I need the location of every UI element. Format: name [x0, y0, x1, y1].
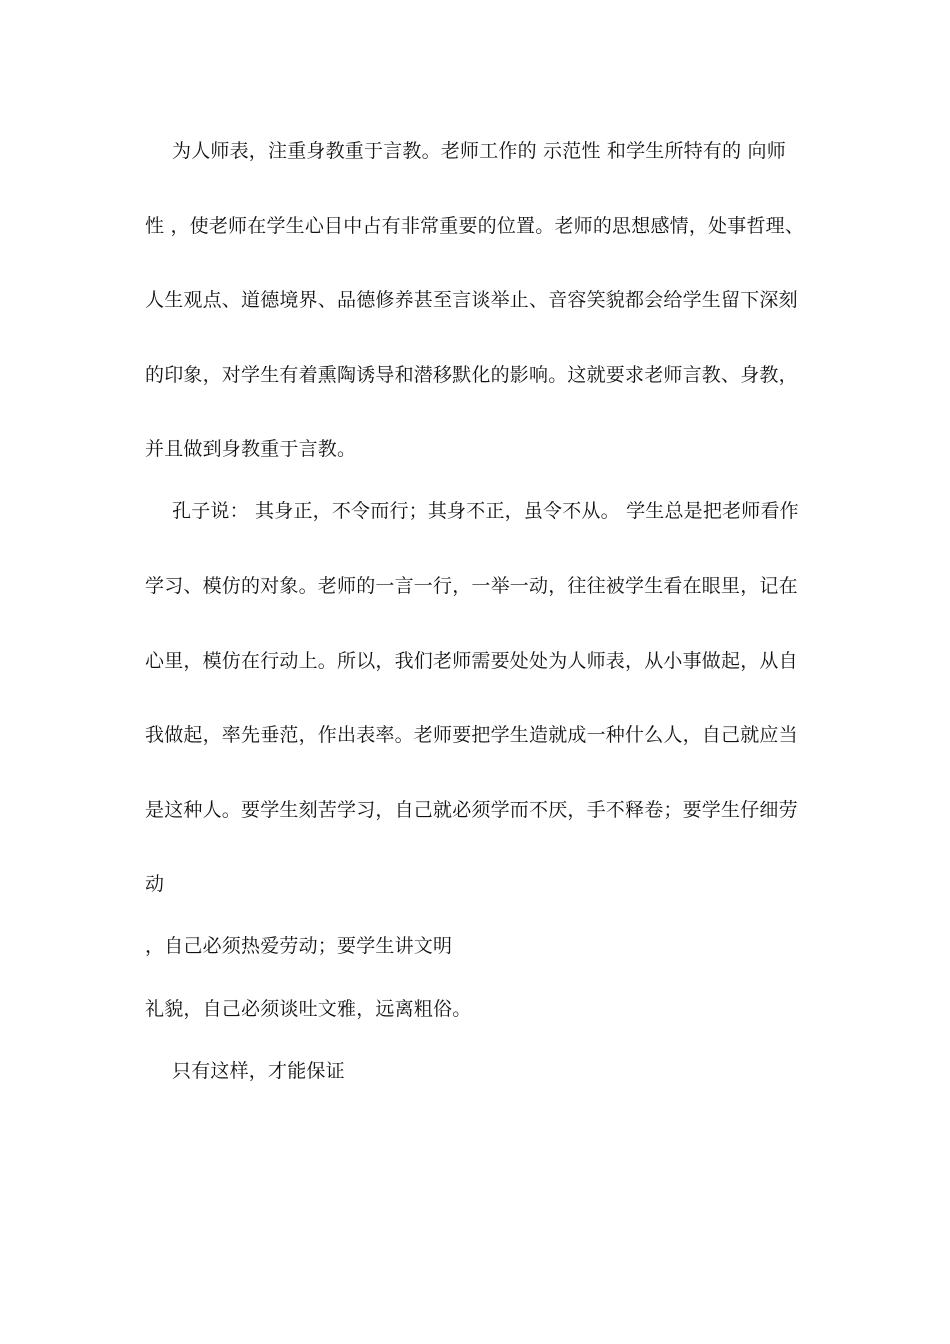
paragraph-2-line-5: 是这种人。要学生刻苦学习，自己就必须学而不厌，手不释卷；要学生仔细劳 — [145, 799, 798, 821]
paragraph-1-line-1: 为人师表，注重身教重于言教。老师工作的 示范性 和学生所特有的 向师 — [172, 140, 786, 162]
paragraph-2-line-3: 心里，模仿在行动上。所以，我们老师需要处处为人师表，从小事做起，从自 — [145, 650, 798, 672]
paragraph-2-line-4: 我做起，率先垂范，作出表率。老师要把学生造就成一种什么人，自己就应当 — [145, 724, 798, 746]
paragraph-1-line-4: 的印象，对学生有着熏陶诱导和潜移默化的影响。这就要求老师言教、身教， — [145, 364, 798, 386]
paragraph-2-line-8: 礼貌，自己必须谈吐文雅，远离粗俗。 — [145, 998, 472, 1020]
paragraph-1-line-5: 并且做到身教重于言教。 — [145, 438, 357, 460]
paragraph-2-line-1: 孔子说： 其身正，不令而行；其身不正，虽令不从。 学生总是把老师看作 — [172, 500, 799, 522]
paragraph-1-line-2: 性 ，使老师在学生心目中占有非常重要的位置。老师的思想感情，处事哲理、 — [145, 215, 805, 237]
paragraph-2-line-7: ，自己必须热爱劳动；要学生讲文明 — [145, 935, 453, 957]
paragraph-1-line-3: 人生观点、道德境界、品德修养甚至言谈举止、音容笑貌都会给学生留下深刻 — [145, 289, 798, 311]
paragraph-2-line-2: 学习、模仿的对象。老师的一言一行，一举一动，往往被学生看在眼里，记在 — [145, 575, 798, 597]
paragraph-2-line-6: 动 — [145, 873, 165, 895]
paragraph-3-line-1: 只有这样，才能保证 — [172, 1060, 345, 1082]
